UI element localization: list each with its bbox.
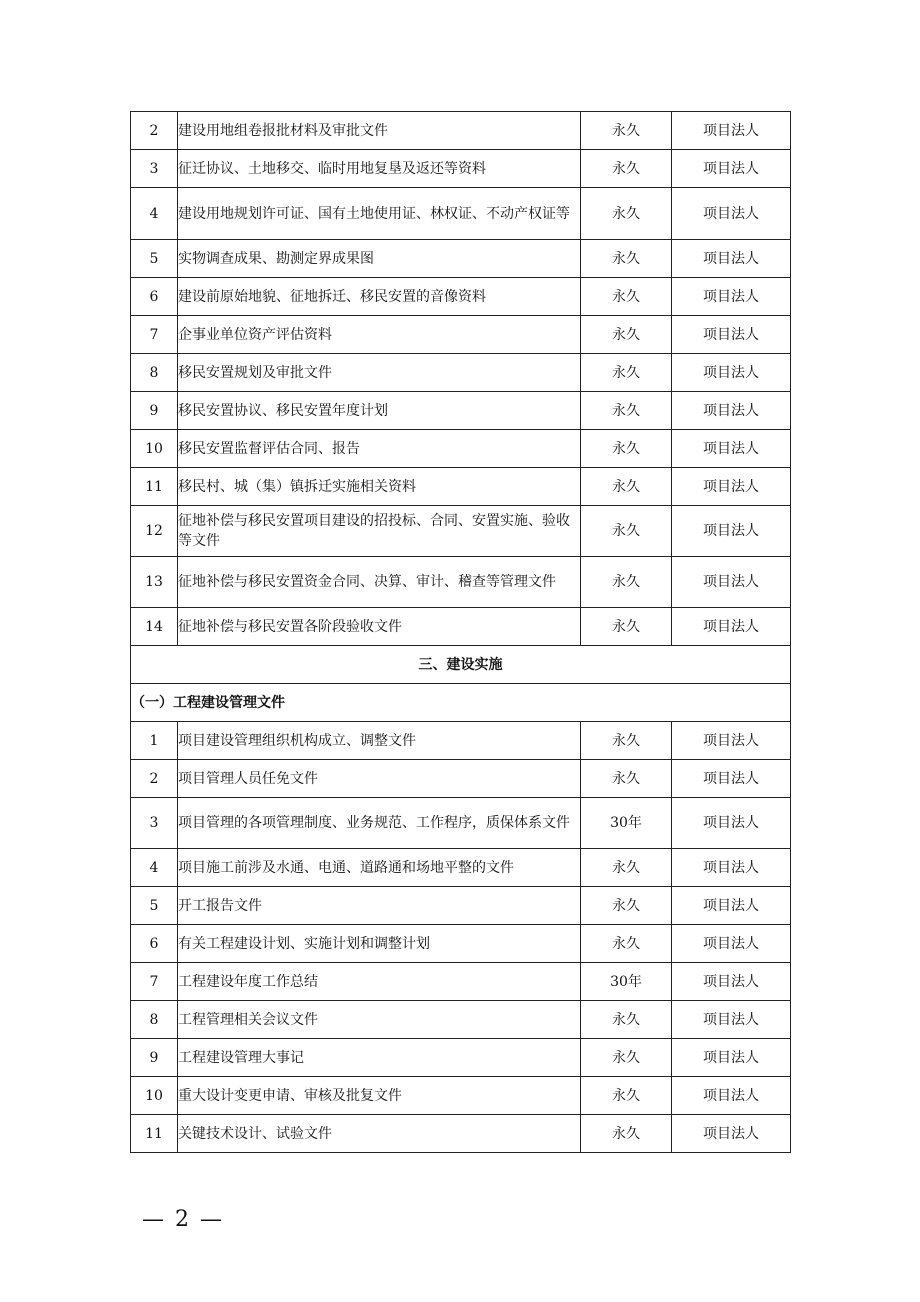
- row-number: 7: [131, 316, 178, 354]
- table-row: [131, 849, 791, 887]
- item-name: 工程管理相关会议文件: [178, 1001, 581, 1039]
- table-row: [131, 316, 791, 354]
- section-header: [131, 646, 791, 722]
- custodian: 项目法人: [672, 240, 791, 278]
- retention-period: 永久: [581, 557, 672, 608]
- table-row: [131, 887, 791, 925]
- item-name: 关键技术设计、试验文件: [178, 1115, 581, 1153]
- retention-period: 30年: [581, 963, 672, 1001]
- table-body-part-a: [131, 112, 791, 646]
- item-name: 项目管理人员任免文件: [178, 760, 581, 798]
- retention-period: 永久: [581, 887, 672, 925]
- row-number: 3: [131, 150, 178, 188]
- item-name: 建设用地组卷报批材料及审批文件: [178, 112, 581, 150]
- custodian: 项目法人: [672, 722, 791, 760]
- retention-period: 永久: [581, 392, 672, 430]
- table-row: [131, 506, 791, 557]
- retention-period: 永久: [581, 1077, 672, 1115]
- page-number: — 2 —: [142, 1207, 224, 1232]
- custodian: 项目法人: [672, 1039, 791, 1077]
- custodian: 项目法人: [672, 150, 791, 188]
- row-number: 2: [131, 112, 178, 150]
- row-number: 1: [131, 722, 178, 760]
- retention-period: 永久: [581, 722, 672, 760]
- item-name: 实物调查成果、勘测定界成果图: [178, 240, 581, 278]
- item-name: 征地补偿与移民安置项目建设的招投标、合同、安置实施、验收等文件: [178, 506, 581, 557]
- row-number: 3: [131, 798, 178, 849]
- item-name: 建设前原始地貌、征地拆迁、移民安置的音像资料: [178, 278, 581, 316]
- item-name: 开工报告文件: [178, 887, 581, 925]
- subsection-row: [131, 684, 791, 722]
- table-row: [131, 760, 791, 798]
- custodian: 项目法人: [672, 798, 791, 849]
- retention-period: 永久: [581, 150, 672, 188]
- custodian: 项目法人: [672, 506, 791, 557]
- item-name: 征地补偿与移民安置各阶段验收文件: [178, 608, 581, 646]
- table-row: [131, 150, 791, 188]
- retention-period: 永久: [581, 506, 672, 557]
- retention-period: 永久: [581, 188, 672, 240]
- item-name: 移民安置监督评估合同、报告: [178, 430, 581, 468]
- item-name: 征迁协议、土地移交、临时用地复垦及返还等资料: [178, 150, 581, 188]
- table-row: [131, 1001, 791, 1039]
- retention-period: 永久: [581, 1039, 672, 1077]
- custodian: 项目法人: [672, 278, 791, 316]
- table-row: [131, 722, 791, 760]
- table-row: [131, 798, 791, 849]
- item-name: 工程建设年度工作总结: [178, 963, 581, 1001]
- item-name: 移民安置协议、移民安置年度计划: [178, 392, 581, 430]
- retention-period: 永久: [581, 608, 672, 646]
- row-number: 4: [131, 188, 178, 240]
- row-number: 2: [131, 760, 178, 798]
- row-number: 4: [131, 849, 178, 887]
- custodian: 项目法人: [672, 963, 791, 1001]
- item-name: 征地补偿与移民安置资金合同、决算、审计、稽查等管理文件: [178, 557, 581, 608]
- custodian: 项目法人: [672, 760, 791, 798]
- table-row: [131, 925, 791, 963]
- table-row: [131, 112, 791, 150]
- custodian: 项目法人: [672, 1001, 791, 1039]
- row-number: 11: [131, 1115, 178, 1153]
- subsection-title: （一）工程建设管理文件: [131, 684, 791, 722]
- item-name: 移民安置规划及审批文件: [178, 354, 581, 392]
- custodian: 项目法人: [672, 188, 791, 240]
- custodian: 项目法人: [672, 557, 791, 608]
- item-name: 有关工程建设计划、实施计划和调整计划: [178, 925, 581, 963]
- custodian: 项目法人: [672, 887, 791, 925]
- table-row: [131, 278, 791, 316]
- table-row: [131, 1039, 791, 1077]
- item-name: 移民村、城（集）镇拆迁实施相关资料: [178, 468, 581, 506]
- row-number: 9: [131, 1039, 178, 1077]
- table-row: [131, 392, 791, 430]
- custodian: 项目法人: [672, 430, 791, 468]
- item-name: 项目施工前涉及水通、电通、道路通和场地平整的文件: [178, 849, 581, 887]
- row-number: 10: [131, 430, 178, 468]
- custodian: 项目法人: [672, 1077, 791, 1115]
- custodian: 项目法人: [672, 925, 791, 963]
- retention-period: 永久: [581, 278, 672, 316]
- table-body-part-b: [131, 722, 791, 1153]
- table-row: [131, 963, 791, 1001]
- table-row: [131, 608, 791, 646]
- retention-period: 永久: [581, 316, 672, 354]
- row-number: 7: [131, 963, 178, 1001]
- retention-period: 永久: [581, 760, 672, 798]
- row-number: 8: [131, 1001, 178, 1039]
- row-number: 13: [131, 557, 178, 608]
- item-name: 重大设计变更申请、审核及批复文件: [178, 1077, 581, 1115]
- archive-table: [130, 111, 791, 1153]
- table-row: [131, 468, 791, 506]
- retention-period: 30年: [581, 798, 672, 849]
- row-number: 6: [131, 925, 178, 963]
- table-row: [131, 430, 791, 468]
- custodian: 项目法人: [672, 392, 791, 430]
- retention-period: 永久: [581, 1001, 672, 1039]
- table-row: [131, 188, 791, 240]
- table-row: [131, 240, 791, 278]
- item-name: 项目建设管理组织机构成立、调整文件: [178, 722, 581, 760]
- retention-period: 永久: [581, 849, 672, 887]
- retention-period: 永久: [581, 240, 672, 278]
- row-number: 10: [131, 1077, 178, 1115]
- table-row: [131, 557, 791, 608]
- row-number: 8: [131, 354, 178, 392]
- custodian: 项目法人: [672, 316, 791, 354]
- row-number: 12: [131, 506, 178, 557]
- item-name: 项目管理的各项管理制度、业务规范、工作程序，质保体系文件: [178, 798, 581, 849]
- retention-period: 永久: [581, 1115, 672, 1153]
- row-number: 14: [131, 608, 178, 646]
- custodian: 项目法人: [672, 354, 791, 392]
- table-row: [131, 354, 791, 392]
- item-name: 企事业单位资产评估资料: [178, 316, 581, 354]
- row-number: 6: [131, 278, 178, 316]
- section-title: 三、建设实施: [131, 646, 791, 684]
- retention-period: 永久: [581, 925, 672, 963]
- custodian: 项目法人: [672, 112, 791, 150]
- row-number: 11: [131, 468, 178, 506]
- retention-period: 永久: [581, 468, 672, 506]
- table-row: [131, 1077, 791, 1115]
- retention-period: 永久: [581, 430, 672, 468]
- custodian: 项目法人: [672, 849, 791, 887]
- table-row: [131, 1115, 791, 1153]
- retention-period: 永久: [581, 112, 672, 150]
- custodian: 项目法人: [672, 608, 791, 646]
- row-number: 5: [131, 240, 178, 278]
- custodian: 项目法人: [672, 1115, 791, 1153]
- row-number: 5: [131, 887, 178, 925]
- section-row: [131, 646, 791, 684]
- row-number: 9: [131, 392, 178, 430]
- item-name: 工程建设管理大事记: [178, 1039, 581, 1077]
- retention-period: 永久: [581, 354, 672, 392]
- item-name: 建设用地规划许可证、国有土地使用证、林权证、不动产权证等: [178, 188, 581, 240]
- custodian: 项目法人: [672, 468, 791, 506]
